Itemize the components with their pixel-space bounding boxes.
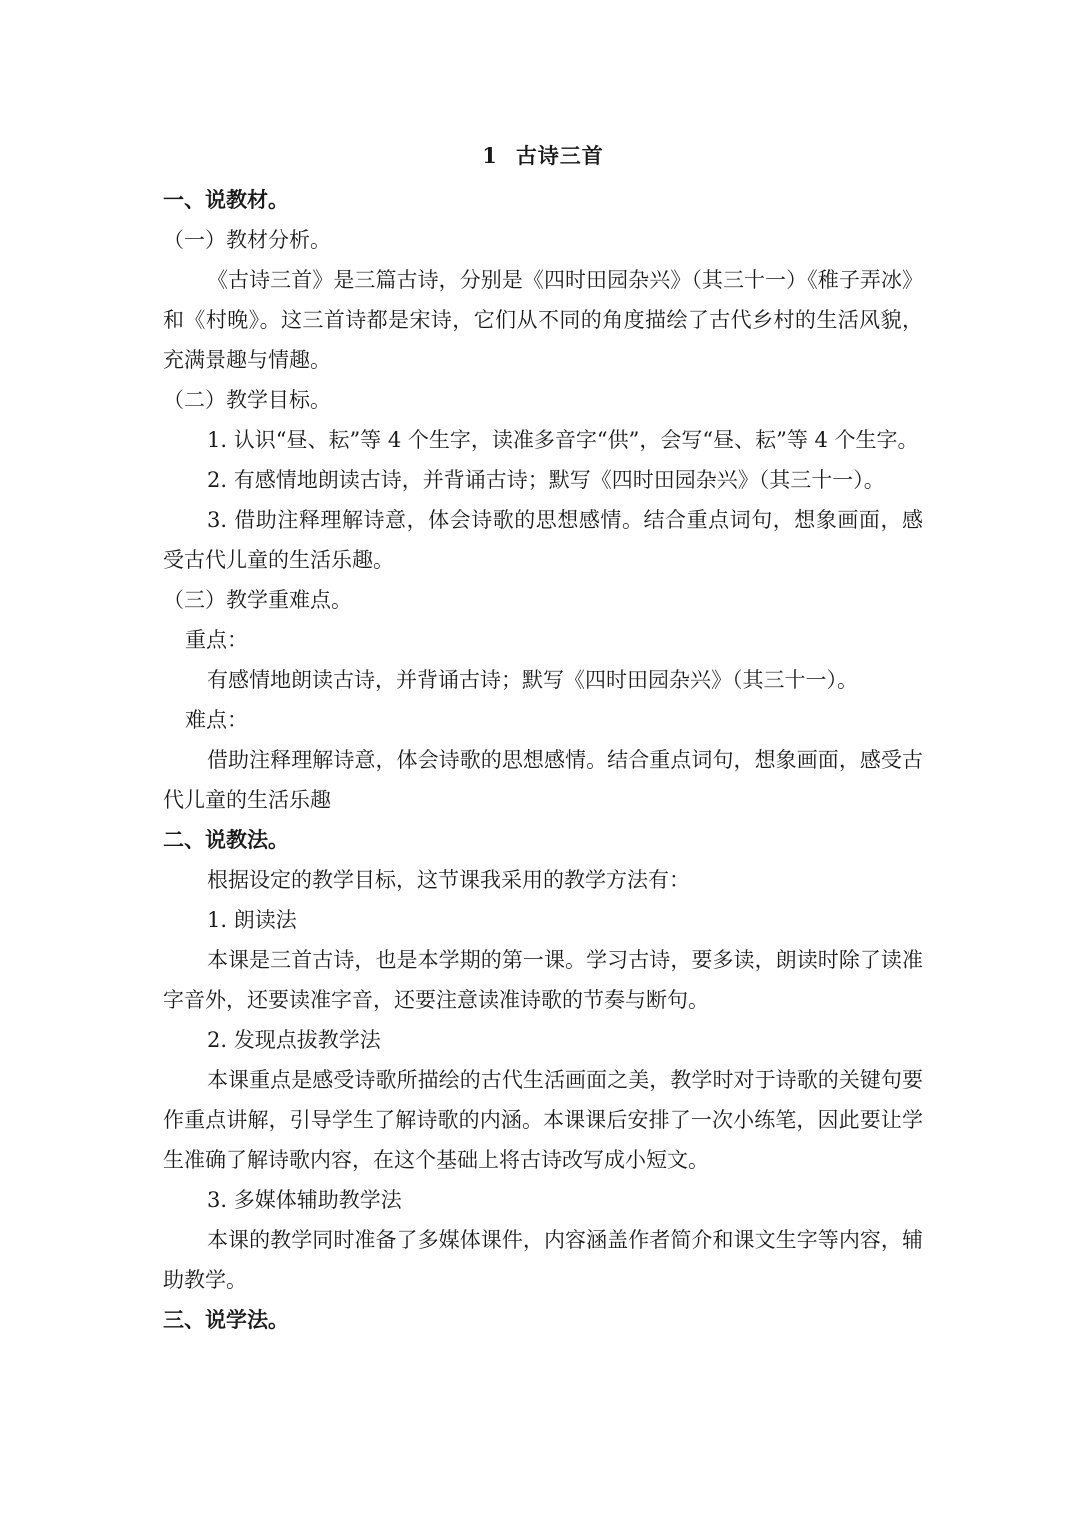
method-3-text: 本课的教学同时准备了多媒体课件，内容涵盖作者简介和课文生字等内容，辅助教学。 [163, 1228, 923, 1292]
subheading-analysis: （一）教材分析。 [163, 228, 331, 252]
lesson-title: 古诗三首 [515, 143, 604, 168]
method-3-title: 3. 多媒体辅助教学法 [207, 1188, 402, 1212]
section-heading-textbook: 一、说教材。 [163, 187, 289, 212]
section-heading-learning-methods: 三、说学法。 [163, 1307, 289, 1332]
goal-item-2: 2. 有感情地朗读古诗，并背诵古诗；默写《四时田园杂兴》（其三十一）。 [207, 468, 885, 492]
lesson-number: 1 [482, 143, 498, 168]
key-point-label: 重点： [185, 628, 248, 652]
goal-item-3: 3. 借助注释理解诗意，体会诗歌的思想感情。结合重点词句，想象画面，感受古代儿童的生活乐趣。 [163, 508, 923, 572]
section-heading-teaching-methods: 二、说教法。 [163, 827, 289, 852]
method-2-title: 2. 发现点拔教学法 [207, 1028, 381, 1052]
key-point-text: 有感情地朗读古诗，并背诵古诗；默写《四时田园杂兴》（其三十一）。 [207, 668, 858, 692]
subheading-goals: （二）教学目标。 [163, 388, 331, 412]
methods-intro: 根据设定的教学目标，这节课我采用的教学方法有： [207, 868, 690, 892]
document-page [163, 140, 923, 1340]
method-1-title: 1. 朗读法 [207, 908, 297, 932]
analysis-paragraph: 《古诗三首》是三篇古诗，分别是《四时田园杂兴》（其三十一）《稚子弄冰》和《村晚》。这三首诗都是宋诗，它们从不同的角度描绘了古代乡村的生活风貌，充满景趣与情趣。 [163, 268, 923, 372]
subheading-key-difficult: （三）教学重难点。 [163, 588, 352, 612]
goal-item-1: 1. 认识“昼、耘”等 4 个生字，读准多音字“供”，会写“昼、耘”等 4 个生字。 [207, 428, 919, 452]
method-2-text: 本课重点是感受诗歌所描绘的古代生活画面之美，教学时对于诗歌的关键句要作重点讲解，引导学生了解诗歌的内涵。本课课后安排了一次小练笔，因此要让学生准确了解诗歌内容，在这个基础上将古诗改写成小短文。 [163, 1068, 923, 1172]
difficulty-label: 难点： [185, 708, 248, 732]
page-title [163, 140, 923, 172]
difficulty-text: 借助注释理解诗意，体会诗歌的思想感情。结合重点词句，想象画面，感受古代儿童的生活乐趣 [163, 748, 923, 812]
method-1-text: 本课是三首古诗，也是本学期的第一课。学习古诗，要多读，朗读时除了读准字音外，还要读准字音，还要注意读准诗歌的节奏与断句。 [163, 948, 923, 1012]
